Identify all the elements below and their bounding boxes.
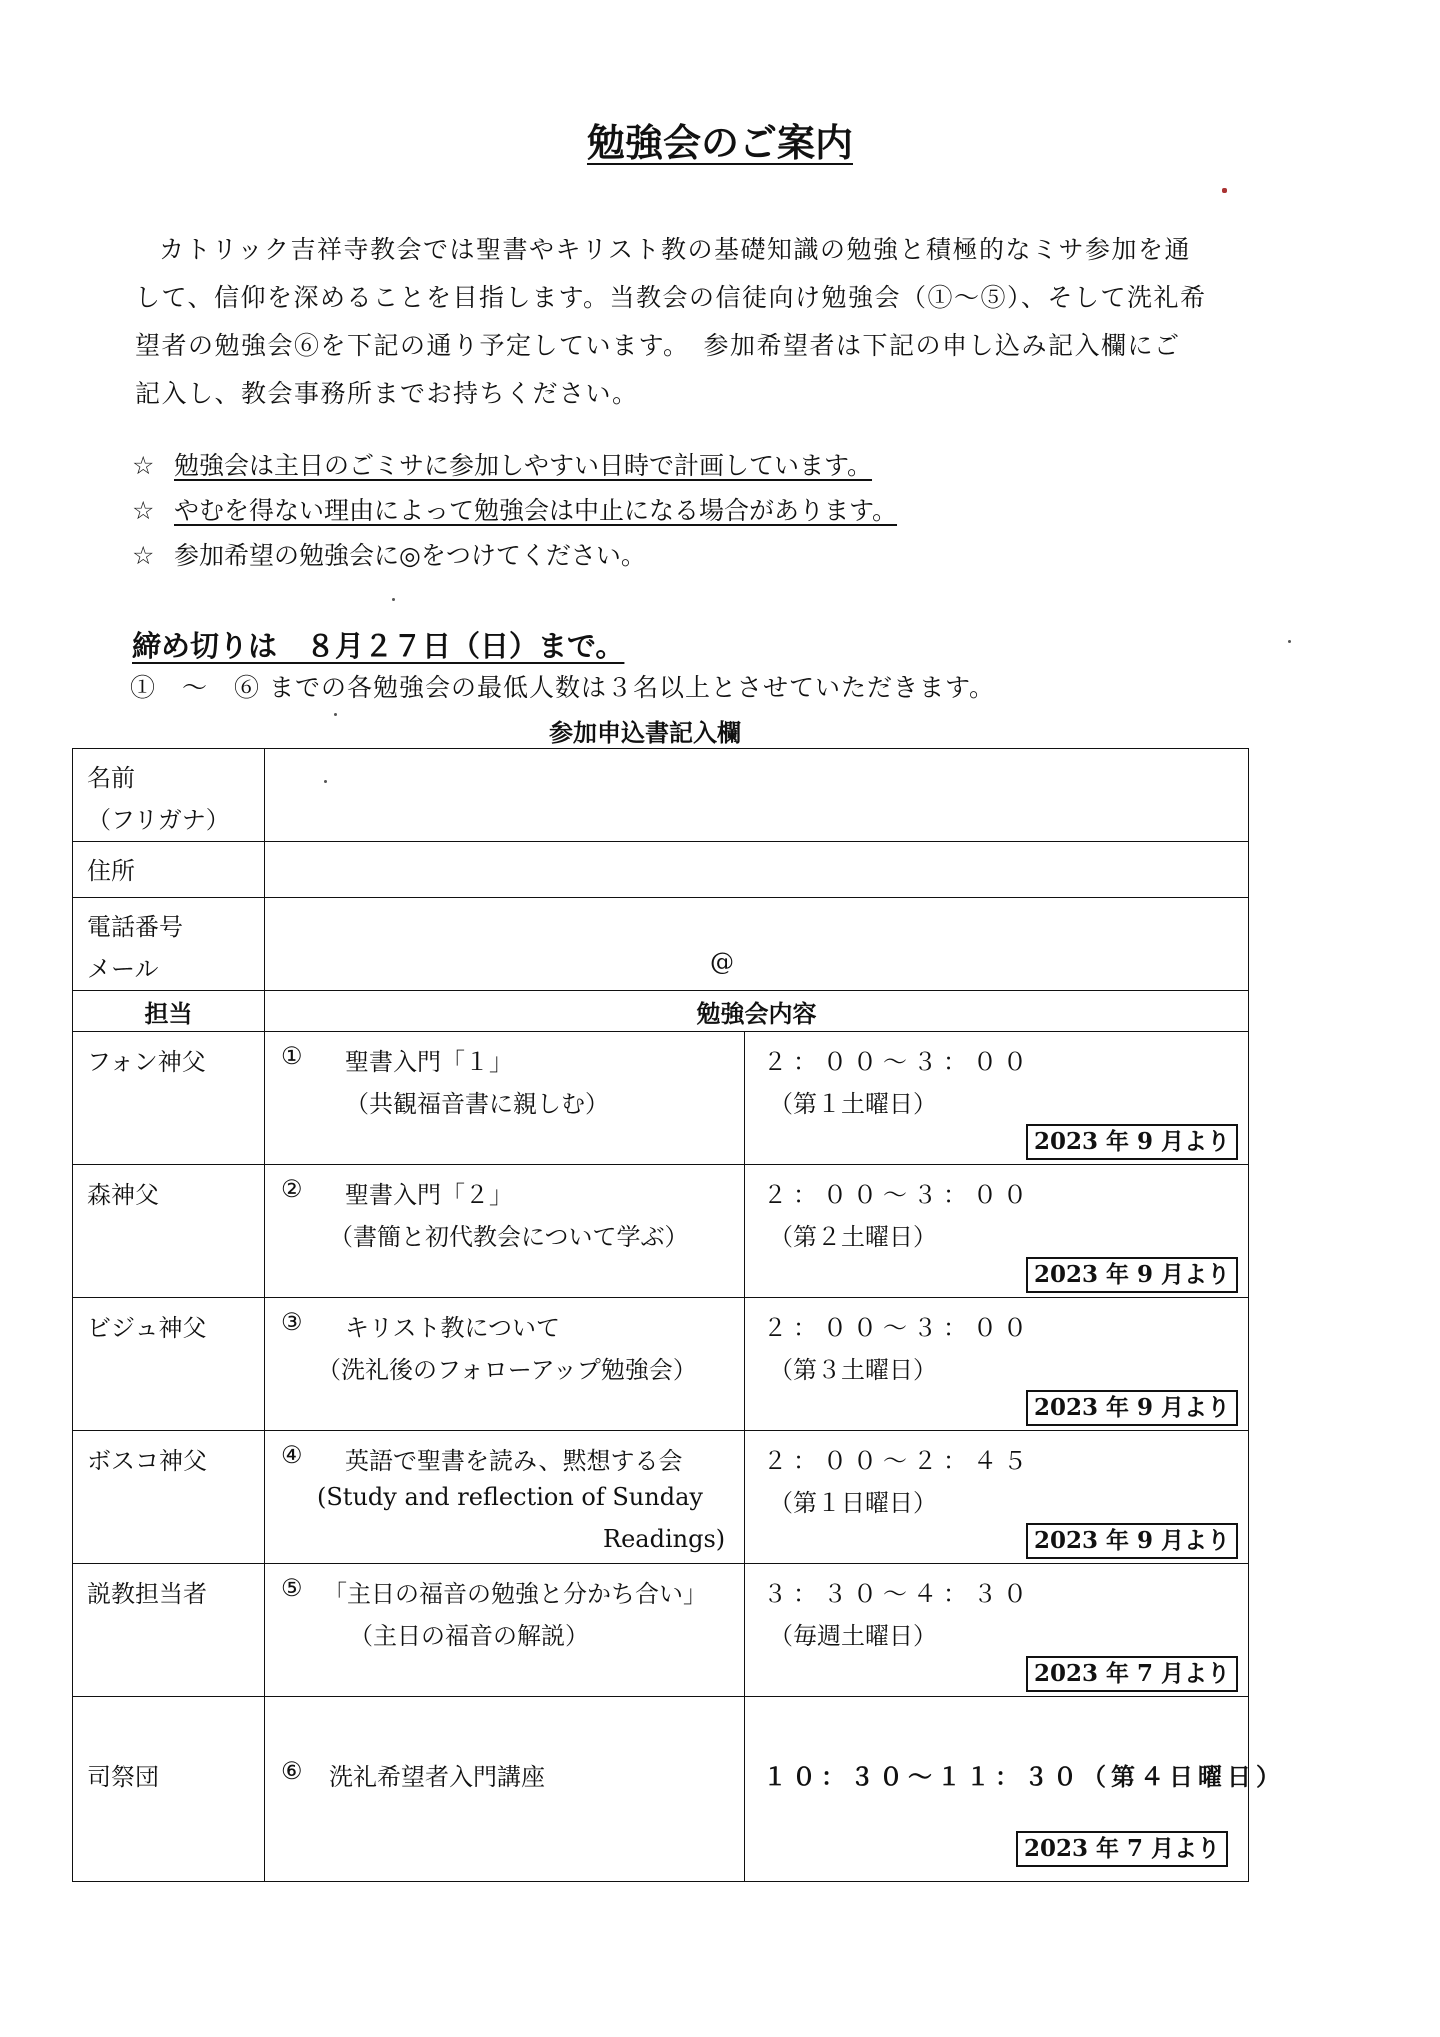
session-subtitle-cont: Readings) (603, 1525, 726, 1553)
session-schedule-cell (745, 1032, 1249, 1165)
notes-list (132, 443, 897, 578)
scan-speck (334, 713, 337, 716)
session-title: 洗礼希望者入門講座 (329, 1763, 545, 1791)
session-schedule-cell (745, 1564, 1249, 1697)
session-course-cell (265, 1032, 745, 1165)
session-title: 英語で聖書を読み、黙想する会 (345, 1447, 683, 1475)
session-start-badge: 2023 年 9 月より (1026, 1523, 1238, 1559)
scan-speck (1222, 188, 1227, 193)
session-title: 聖書入門「１」 (345, 1048, 513, 1076)
session-row[interactable] (73, 1431, 1249, 1564)
intro-paragraph (135, 226, 1207, 418)
session-course-cell (265, 1165, 745, 1298)
session-leader: 説教担当者 (87, 1580, 207, 1608)
session-row[interactable] (73, 1564, 1249, 1697)
address-label: 住所 (73, 842, 265, 898)
note-text: やむを得ない理由によって勉強会は中止になる場合があります。 (174, 496, 898, 525)
session-day: （第１土曜日） (769, 1090, 937, 1118)
session-schedule-cell (745, 1165, 1249, 1298)
deadline-text: 締め切りは ８月２７日（日）まで。 (132, 629, 625, 663)
star-icon: ☆ (132, 496, 155, 525)
intro-line: カトリック吉祥寺教会では聖書やキリスト教の基礎知識の勉強と積極的なミサ参加を通 (159, 235, 1192, 264)
session-leader: フォン神父 (87, 1048, 206, 1076)
session-course-cell (265, 1298, 745, 1431)
session-start-badge: 2023 年 7 月より (1016, 1831, 1228, 1867)
session-time: ３：３０～４：３０ (763, 1580, 1033, 1608)
col-leader-header: 担当 (73, 991, 265, 1032)
contact-field[interactable] (265, 898, 1249, 991)
intro-line: 望者の勉強会⑥を下記の通り予定しています。 参加希望者は下記の申し込み記入欄にご (135, 331, 1181, 360)
session-course-cell (265, 1564, 745, 1697)
session-start-badge: 2023 年 9 月より (1026, 1390, 1238, 1426)
session-time: ２：００～３：００ (763, 1048, 1033, 1076)
contact-label-cell (73, 898, 265, 991)
furigana-label: （フリガナ） (87, 806, 230, 834)
session-start-badge: 2023 年 9 月より (1026, 1257, 1238, 1293)
phone-label: 電話番号 (87, 913, 183, 941)
session-subtitle: （主日の福音の解説） (349, 1622, 589, 1650)
name-row (73, 749, 1249, 842)
session-time: １０：３０～１１：３０（第４日曜日） (763, 1762, 1285, 1791)
page-title: 勉強会のご案内 (586, 120, 853, 165)
session-subtitle: (Study and reflection of Sunday (317, 1483, 703, 1511)
session-schedule-cell (745, 1697, 1285, 1882)
session-title: 聖書入門「２」 (345, 1181, 513, 1209)
name-label: 名前 (87, 764, 135, 792)
session-day: （第１日曜日） (769, 1489, 937, 1517)
session-time: ２：００～２：４５ (763, 1447, 1033, 1475)
name-field[interactable] (265, 749, 1249, 842)
session-course-cell (265, 1697, 745, 1882)
session-number: ② (281, 1175, 303, 1203)
note-item (132, 443, 897, 488)
session-subtitle: （洗礼後のフォローアップ勉強会） (317, 1356, 697, 1384)
session-number: ③ (281, 1308, 303, 1336)
scan-speck (392, 598, 395, 601)
session-leader: ボスコ神父 (87, 1447, 207, 1475)
session-time: ２：００～３：００ (763, 1314, 1033, 1342)
contact-row (73, 898, 1249, 991)
session-course-cell (265, 1431, 745, 1564)
note-text: 参加希望の勉強会に◎をつけてください。 (174, 541, 646, 570)
session-start-badge: 2023 年 9 月より (1026, 1124, 1238, 1160)
address-row (73, 842, 1249, 898)
mail-label: メール (87, 955, 159, 983)
session-time: ２：００～３：００ (763, 1181, 1033, 1209)
session-day: （第２土曜日） (769, 1223, 937, 1251)
scan-speck (324, 780, 327, 783)
col-content-header: 勉強会内容 (265, 991, 1249, 1032)
at-sign: @ (710, 948, 734, 976)
session-row[interactable] (73, 1697, 1249, 1882)
table-header-row (73, 991, 1249, 1032)
address-field[interactable] (265, 842, 1249, 898)
star-icon: ☆ (132, 451, 155, 480)
session-leader: ビジュ神父 (87, 1314, 207, 1342)
intro-line: 記入し、教会事務所までお持ちください。 (135, 379, 639, 408)
session-title: 「主日の福音の勉強と分かち合い」 (323, 1580, 707, 1608)
session-subtitle: （書簡と初代教会について学ぶ） (329, 1223, 689, 1251)
session-day: （毎週土曜日） (769, 1622, 937, 1650)
session-number: ⑥ (281, 1757, 303, 1785)
note-item (132, 533, 897, 578)
session-number: ④ (281, 1441, 303, 1469)
session-start-badge: 2023 年 7 月より (1026, 1656, 1238, 1692)
session-leader: 司祭団 (87, 1763, 159, 1791)
application-form-table (72, 748, 1285, 1882)
session-schedule-cell (745, 1298, 1249, 1431)
session-number: ① (281, 1042, 303, 1070)
name-label-cell (73, 749, 265, 842)
session-subtitle: （共観福音書に親しむ） (345, 1090, 609, 1118)
session-row[interactable] (73, 1298, 1249, 1431)
form-title: 参加申込書記入欄 (549, 718, 741, 747)
intro-line: して、信仰を深めることを目指します。当教会の信徒向け勉強会（①～⑤）、そして洗礼希 (135, 283, 1207, 312)
session-day: （第３土曜日） (769, 1356, 937, 1384)
session-number: ⑤ (281, 1574, 303, 1602)
note-item (132, 488, 897, 533)
minimum-participants-text: ① ～ ⑥ までの各勉強会の最低人数は３名以上とさせていただきます。 (130, 673, 995, 702)
session-leader: 森神父 (87, 1181, 159, 1209)
scan-speck (1288, 640, 1291, 643)
session-row[interactable] (73, 1032, 1249, 1165)
session-row[interactable] (73, 1165, 1249, 1298)
star-icon: ☆ (132, 541, 155, 570)
session-schedule-cell (745, 1431, 1249, 1564)
session-title: キリスト教について (345, 1314, 561, 1342)
note-text: 勉強会は主日のごミサに参加しやすい日時で計画しています。 (174, 451, 873, 480)
